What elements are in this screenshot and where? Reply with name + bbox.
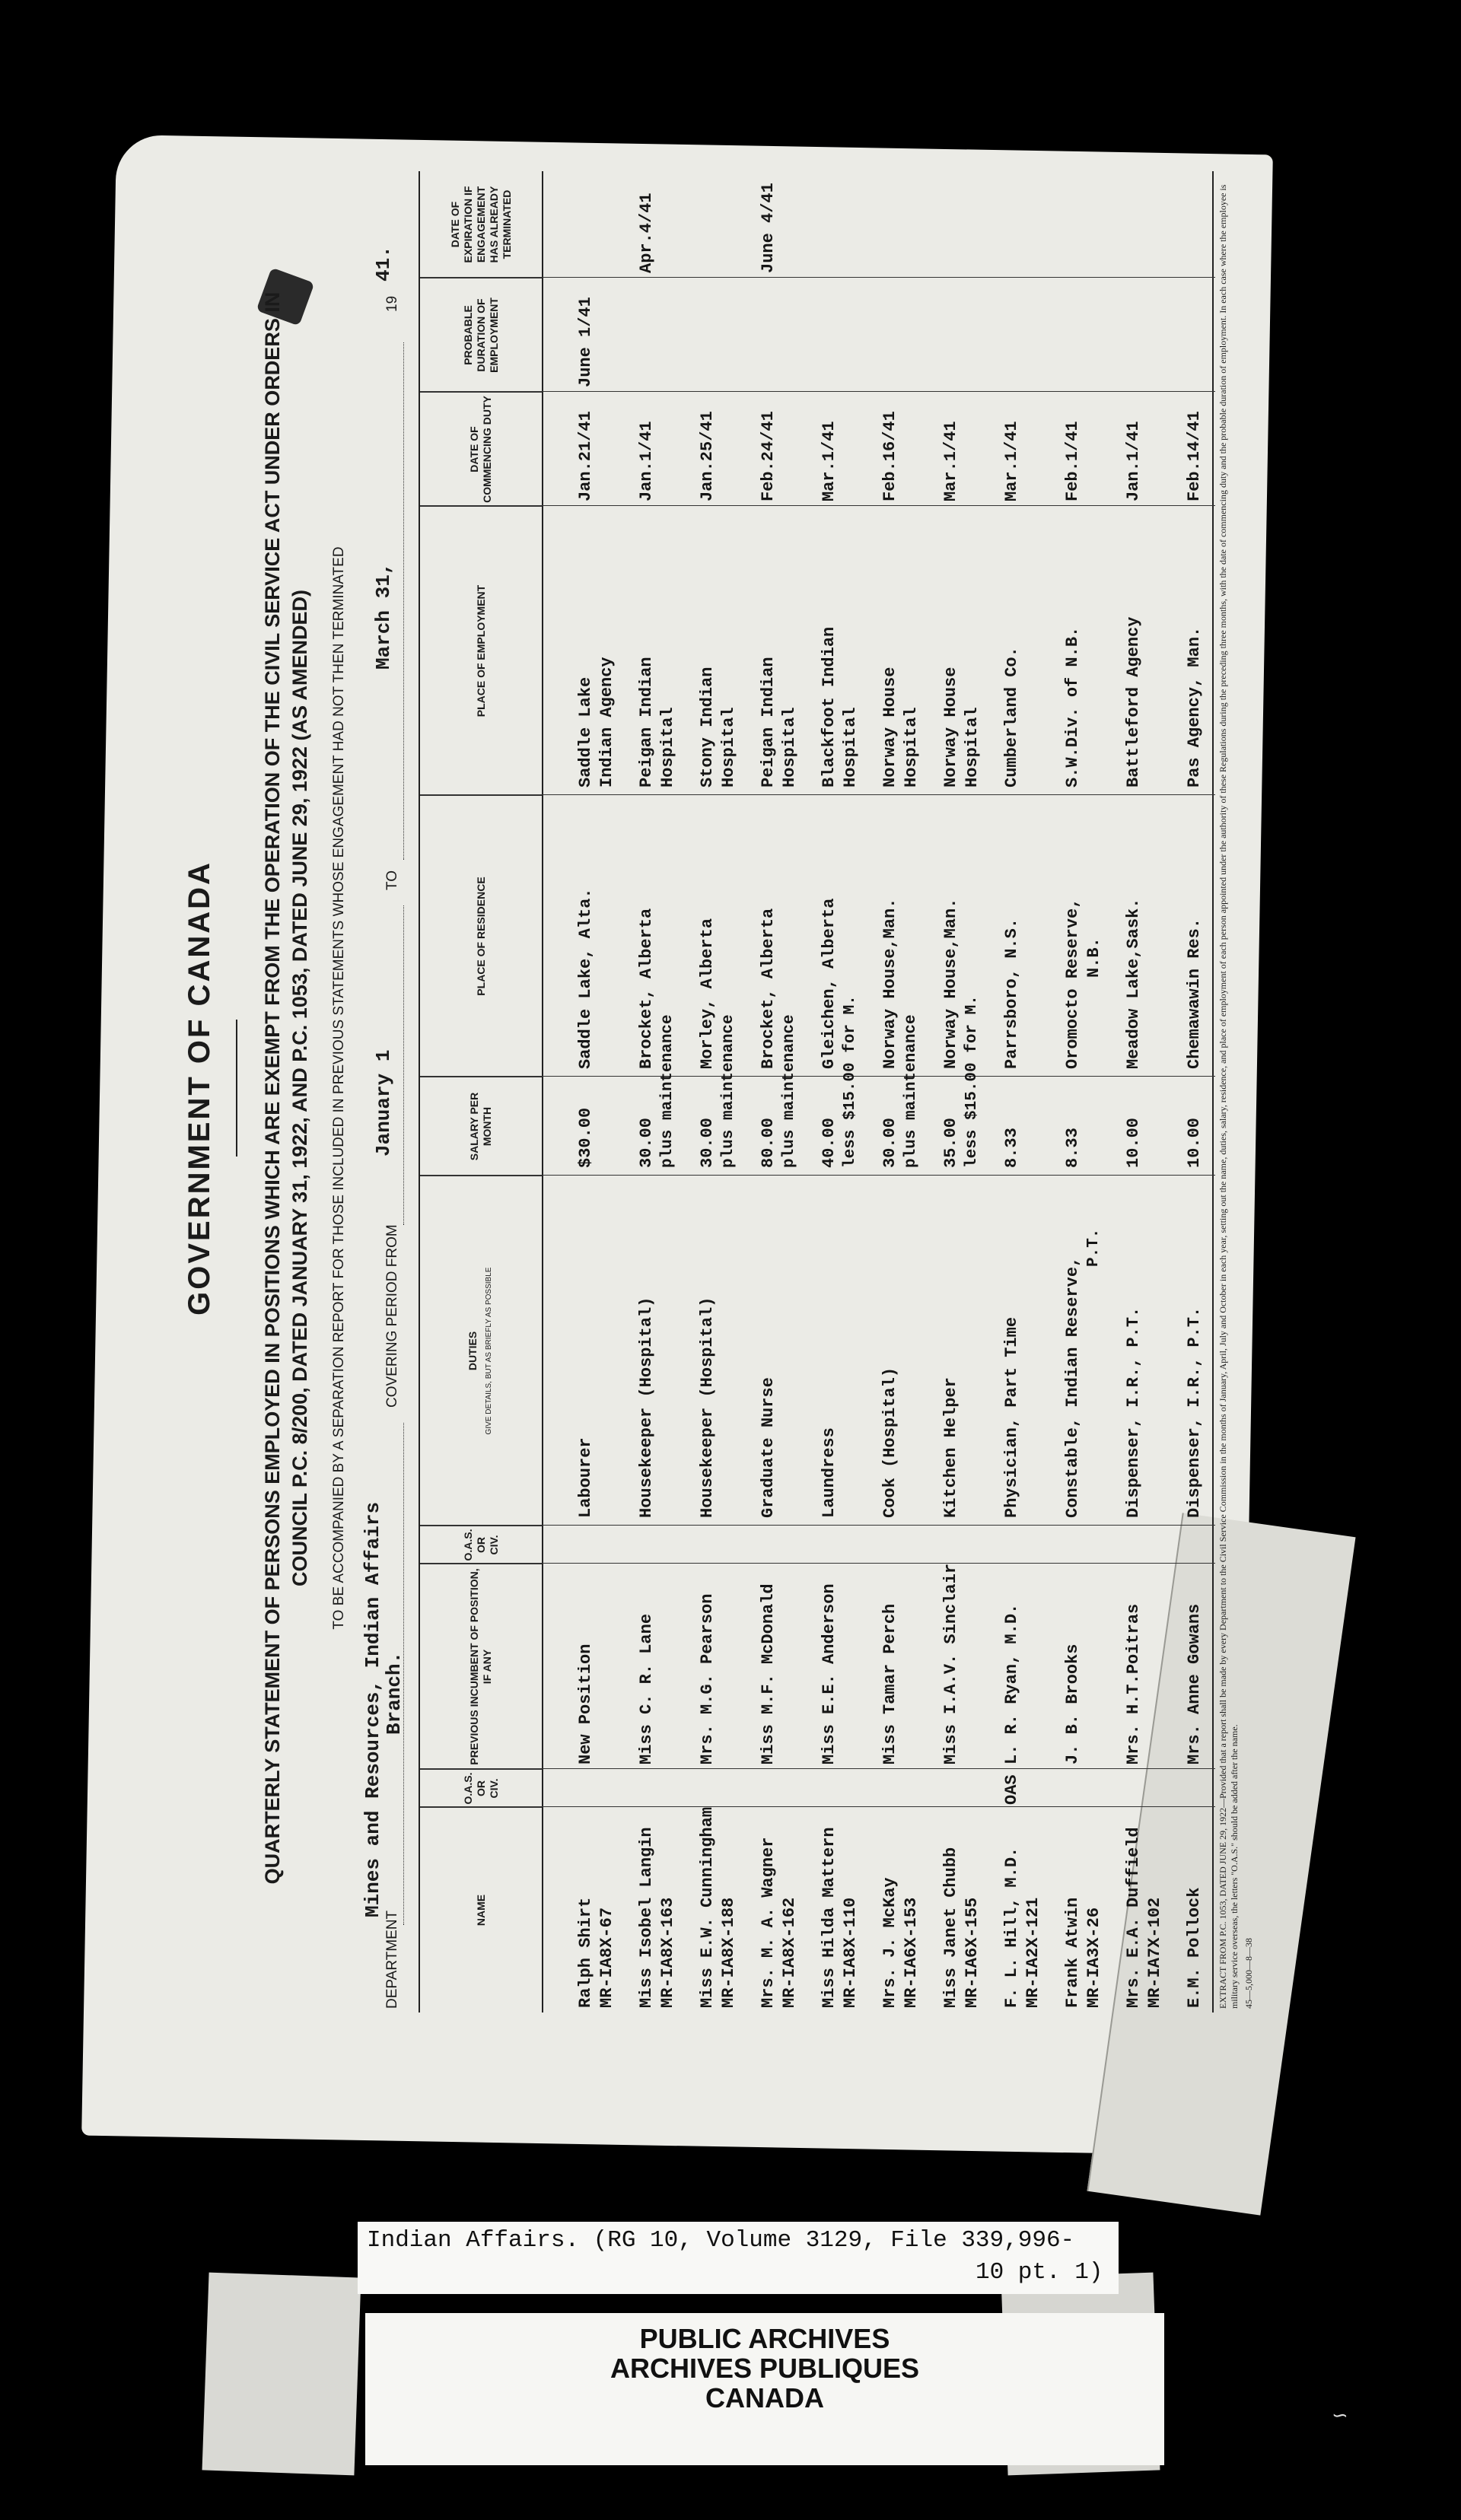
- period-from-underline: [403, 905, 404, 1225]
- cell-file: MR-IA8X-162: [780, 1897, 799, 2008]
- cell-duties: Dispenser, I.R., P.T.: [1185, 1306, 1204, 1518]
- cell-previous: Mrs. H.T.Poitras: [1124, 1603, 1143, 1764]
- cell-previous: Miss Tamar Perch: [880, 1603, 899, 1764]
- cell-duties: Graduate Nurse: [759, 1377, 778, 1518]
- cell-file: MR-IA6X-153: [902, 1897, 921, 2008]
- cell-salary2: less $15.00 for M.: [842, 995, 859, 1168]
- cell-name: Mrs. M. A. Wagner: [759, 1837, 778, 2008]
- cell-residence: Norway House,Man.: [880, 898, 899, 1069]
- cell-employment: Peigan Indian: [637, 657, 656, 788]
- cell-oas: OAS: [1002, 1774, 1021, 1805]
- column-header-oas-2: O.A.S. OR CIV.: [420, 1526, 542, 1564]
- cell-salary2: plus maintenance: [659, 1014, 676, 1168]
- cell-name: Miss E.W. Cunningham: [698, 1806, 717, 2008]
- duties-heading: DUTIES: [466, 1331, 479, 1371]
- cell-salary2: plus maintenance: [781, 1014, 798, 1168]
- table-row: [755, 171, 816, 2013]
- cell-salary: 8.33: [1063, 1128, 1082, 1168]
- cell-duties: Physician, Part Time: [1002, 1316, 1021, 1518]
- column-header-employment: PLACE OF EMPLOYMENT: [420, 506, 542, 795]
- cell-commencing: Jan.21/41: [576, 411, 595, 501]
- cell-previous: Mrs. M.G. Pearson: [698, 1593, 717, 1764]
- cell-commencing: Mar.1/41: [1002, 421, 1021, 501]
- archive-label-line-1: PUBLIC ARCHIVES: [639, 2323, 890, 2354]
- cell-previous: Mrs. Anne Gowans: [1185, 1603, 1204, 1764]
- cell-duties2: P.T.: [1085, 1228, 1103, 1267]
- table-row: [1059, 171, 1120, 2013]
- cell-salary2: less $15.00 for M.: [963, 995, 981, 1168]
- cell-name: Mrs. J. McKay: [880, 1877, 899, 2008]
- cell-duties: Laundress: [820, 1427, 839, 1518]
- cell-file: MR-IA8X-67: [597, 1907, 616, 2008]
- cell-salary: 40.00: [820, 1117, 839, 1168]
- form-title-line-2: COUNCIL P.C. 8/200, DATED JANUARY 31, 1922, AND P.C. 1053, DATED JUNE 29, 1922 (AS AMENDED): [288, 590, 311, 1586]
- cell-salary: $30.00: [576, 1107, 595, 1168]
- cell-commencing: Feb.24/41: [759, 411, 778, 501]
- cell-residence: Saddle Lake, Alta.: [576, 888, 595, 1069]
- column-header-commencing-date: DATE OF COMMENCING DUTY: [420, 392, 542, 506]
- cell-probable: June 1/41: [576, 297, 595, 387]
- cell-commencing: Feb.1/41: [1063, 421, 1082, 501]
- duties-subheading: GIVE DETAILS, BUT AS BRIEFLY AS POSSIBLE: [485, 1267, 493, 1435]
- table-row: [937, 171, 998, 2013]
- table-row: [1120, 171, 1181, 2013]
- reference-line-2: 10 pt. 1): [976, 2259, 1103, 2286]
- employee-table: [419, 171, 1214, 2013]
- cell-employment: Battleford Agency: [1124, 616, 1143, 788]
- department-underline: [403, 1423, 404, 1925]
- cell-residence: Brocket, Alberta: [759, 908, 778, 1069]
- cell-residence: Chemawawin Res.: [1185, 918, 1204, 1069]
- cell-name: Miss Isobel Langin: [637, 1827, 656, 2008]
- cell-duties: Cook (Hospital): [880, 1367, 899, 1518]
- cell-employment: Pas Agency, Man.: [1185, 626, 1204, 788]
- cell-name: E.M. Pollock: [1185, 1887, 1204, 2008]
- department-value: Mines and Resources, Indian Affairs: [361, 1501, 384, 1917]
- cell-employment2: Hospital: [902, 707, 921, 788]
- cell-residence: Parrsboro, N.S.: [1002, 918, 1021, 1069]
- cell-name: Ralph Shirt: [576, 1897, 595, 2008]
- cell-previous: Miss M.F. McDonald: [759, 1583, 778, 1764]
- cell-residence: Oromocto Reserve,: [1063, 898, 1082, 1069]
- heading-rule: [236, 1020, 237, 1157]
- reference-line-1: Indian Affairs. (RG 10, Volume 3129, File 339,996-: [367, 2227, 1075, 2254]
- cell-duties: Labourer: [576, 1437, 595, 1518]
- cell-employment: Cumberland Co.: [1002, 647, 1021, 788]
- cell-commencing: Jan.1/41: [637, 421, 656, 501]
- cell-residence: Meadow Lake,Sask.: [1124, 898, 1143, 1069]
- footnote-text: EXTRACT FROM P.C. 1053, DATED JUNE 29, 1922—Provided that a report shall be made by every Department to the Civil Service Commission in the months of January, April, July and October in each year, setting out the name, duties, salary, residence, and place of employment of each person appointed under the authority of these Regulations during the preceding three months, with the date of commencing duty and the probable duration of employment. In each case where the employee is military service overseas, the letters "O.A.S." should be added after the name.: [1218, 184, 1240, 2009]
- cell-name: Miss Janet Chubb: [941, 1847, 960, 2008]
- cell-salary: 10.00: [1124, 1117, 1143, 1168]
- cell-residence: Norway House,Man.: [941, 898, 960, 1069]
- cell-expiration: June 4/41: [759, 183, 778, 273]
- regulation-footnote: [1218, 167, 1255, 2009]
- column-header-salary: SALARY PER MONTH: [420, 1077, 542, 1176]
- column-header-duties: [420, 1176, 542, 1526]
- cell-residence2: N.B.: [1084, 937, 1103, 978]
- cell-salary: 35.00: [941, 1117, 960, 1168]
- period-from-value: January 1: [372, 1049, 395, 1157]
- cell-name: Frank Atwin: [1063, 1897, 1082, 2008]
- cell-employment2: Hospital: [963, 707, 982, 788]
- cell-duties: Housekeeper (Hospital): [698, 1297, 717, 1518]
- cell-commencing: Mar.1/41: [941, 421, 960, 501]
- scanner-mark: ∽: [1332, 2404, 1348, 2427]
- cell-name: Mrs. E.A. Duffield: [1124, 1827, 1143, 2008]
- table-row: [572, 171, 633, 2013]
- archive-label-line-2: ARCHIVES PUBLIQUES: [610, 2353, 920, 2384]
- column-header-oas: O.A.S. OR CIV.: [420, 1769, 542, 1807]
- cell-file: MR-IA8X-188: [719, 1897, 738, 2008]
- cell-employment2: Hospital: [780, 707, 799, 788]
- cell-file: MR-IA7X-102: [1145, 1897, 1164, 2008]
- cell-residence: Brocket, Alberta: [637, 908, 656, 1069]
- quarterly-statement-form: [175, 129, 1256, 2047]
- table-row: [877, 171, 937, 2013]
- cell-employment2: Hospital: [841, 707, 860, 788]
- department-value-line-2: Branch.: [383, 1651, 406, 1735]
- cell-salary: 80.00: [759, 1117, 778, 1168]
- government-heading: GOVERNMENT OF CANADA: [183, 861, 216, 1316]
- cell-commencing: Mar.1/41: [820, 421, 839, 501]
- table-row: [633, 171, 694, 2013]
- column-header-residence: PLACE OF RESIDENCE: [420, 795, 542, 1077]
- column-header-name: NAME: [420, 1807, 542, 2013]
- cell-file: MR-IA6X-155: [963, 1897, 982, 2008]
- cell-employment: Blackfoot Indian: [820, 626, 839, 788]
- column-header-previous-incumbent: PREVIOUS INCUMBENT OF POSITION, IF ANY: [420, 1564, 542, 1769]
- cell-employment: Norway House: [880, 667, 899, 788]
- cell-employment: Norway House: [941, 667, 960, 788]
- cell-salary: 30.00: [880, 1117, 899, 1168]
- cell-file: MR-IA8X-110: [841, 1897, 860, 2008]
- archive-label-line-3: CANADA: [705, 2382, 824, 2413]
- cell-previous: L. R. Ryan, M.D.: [1002, 1603, 1021, 1764]
- cell-previous: Miss E.E. Anderson: [820, 1583, 839, 1764]
- cell-commencing: Feb.16/41: [880, 411, 899, 501]
- cell-employment: Peigan Indian: [759, 657, 778, 788]
- cell-employment: Stony Indian: [698, 667, 717, 788]
- cell-previous: Miss C. R. Lane: [637, 1613, 656, 1764]
- year-prefix: 19: [384, 295, 400, 312]
- cell-previous: New Position: [576, 1643, 595, 1764]
- cell-duties: Housekeeper (Hospital): [637, 1297, 656, 1518]
- cell-previous: J. B. Brooks: [1063, 1643, 1082, 1764]
- table-row: [694, 171, 755, 2013]
- cell-duties: Constable, Indian Reserve,: [1063, 1256, 1082, 1518]
- mounting-tape-left: [202, 2273, 361, 2476]
- cell-file: MR-IA2X-121: [1023, 1897, 1042, 2008]
- cell-file: MR-IA3X-26: [1084, 1907, 1103, 2008]
- department-line: [361, 167, 415, 2009]
- cell-commencing: Jan.25/41: [698, 411, 717, 501]
- period-to-underline: [403, 342, 404, 860]
- cell-employment2: Indian Agency: [597, 657, 616, 788]
- archive-reference-label: [358, 2222, 1119, 2294]
- cell-employment: S.W.Div. of N.B.: [1063, 626, 1082, 788]
- cell-employment: Saddle Lake: [576, 676, 595, 788]
- cell-previous: Miss I.A.V. Sinclair: [941, 1563, 960, 1764]
- period-to-value: March 31,: [372, 562, 395, 670]
- header-rule: [542, 171, 543, 2013]
- to-label: TO: [384, 870, 400, 890]
- cell-residence: Gleichen, Alberta: [820, 898, 839, 1069]
- form-title: [259, 129, 314, 2047]
- cell-file: MR-IA8X-163: [658, 1897, 677, 2008]
- form-title-line-1: QUARTERLY STATEMENT OF PERSONS EMPLOYED IN POSITIONS WHICH ARE EXEMPT FROM THE OPERATION OF THE CIVIL SERVICE ACT UNDER ORDERS IN: [261, 291, 284, 1885]
- table-row: [998, 171, 1059, 2013]
- cell-duties: Kitchen Helper: [941, 1377, 960, 1518]
- public-archives-label: [365, 2313, 1164, 2465]
- cell-salary: 10.00: [1185, 1117, 1204, 1168]
- cell-expiration: Apr.4/41: [637, 192, 656, 273]
- cell-salary: 8.33: [1002, 1128, 1021, 1168]
- cell-name: Miss Hilda Mattern: [820, 1827, 839, 2008]
- cell-commencing: Feb.14/41: [1185, 411, 1204, 501]
- cell-commencing: Jan.1/41: [1124, 421, 1143, 501]
- cell-salary2: plus maintenance: [902, 1014, 920, 1168]
- column-header-expiration-date: DATE OF EXPIRATION IF ENGAGEMENT HAS ALREADY TERMINATED: [448, 186, 513, 263]
- cell-salary: 30.00: [698, 1117, 717, 1168]
- cell-salary: 30.00: [637, 1117, 656, 1168]
- print-code: 45—5,000—8—38: [1243, 1938, 1254, 2009]
- year-value: 41.: [372, 246, 395, 282]
- cell-name: F. L. Hill, M.D.: [1002, 1847, 1021, 2008]
- form-subtitle: TO BE ACCOMPANIED BY A SEPARATION REPORT FOR THOSE INCLUDED IN PREVIOUS STATEMENTS WHOSE ENGAGEMENT HAD NOT THEN TERMINATED: [331, 546, 347, 1630]
- cell-residence: Morley, Alberta: [698, 918, 717, 1069]
- table-row: [816, 171, 877, 2013]
- cell-duties: Dispenser, I.R., P.T.: [1124, 1306, 1143, 1518]
- department-label: DEPARTMENT: [384, 1910, 400, 2009]
- cell-employment2: Hospital: [719, 707, 738, 788]
- covering-period-label: COVERING PERIOD FROM: [384, 1224, 400, 1408]
- column-header-probable-duration: PROBABLE DURATION OF EMPLOYMENT: [420, 278, 542, 392]
- cell-salary2: plus maintenance: [720, 1014, 737, 1168]
- cell-employment2: Hospital: [658, 707, 677, 788]
